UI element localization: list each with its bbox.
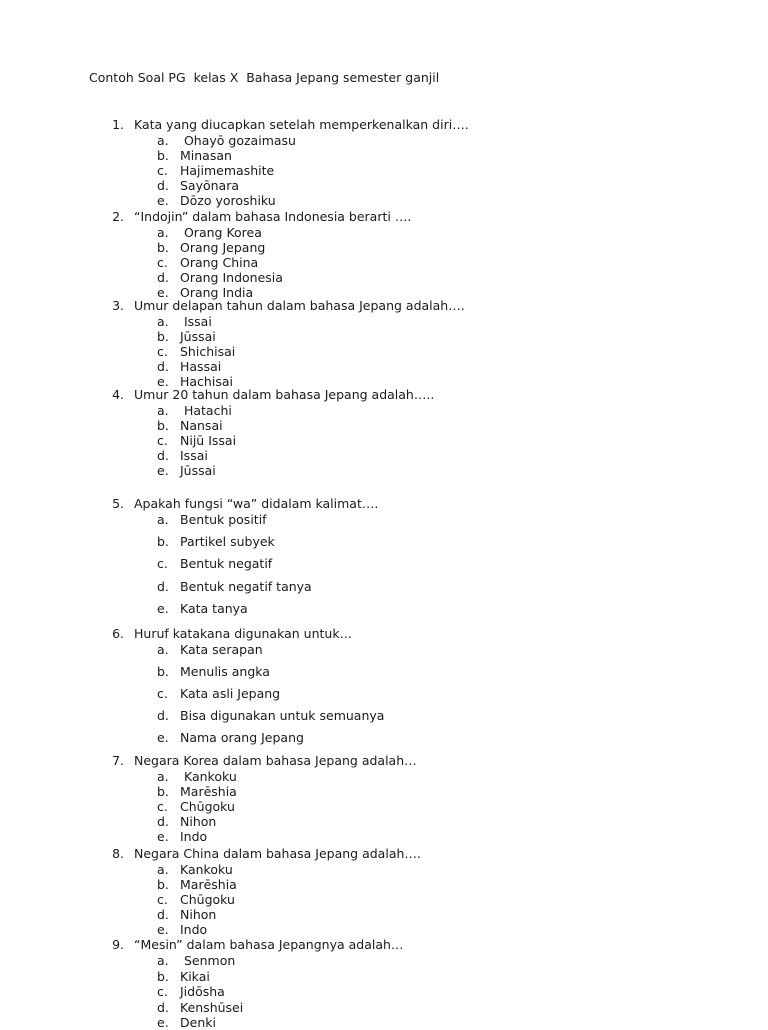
option-letter: c. — [157, 556, 168, 572]
option-text: Kenshūsei — [180, 999, 244, 1015]
question-number: 8. — [112, 846, 124, 861]
option-letter: c. — [157, 892, 168, 907]
option-text: Kikai — [180, 968, 210, 984]
option-text: Menulis angka — [180, 664, 270, 679]
option-text: Orang India — [180, 285, 254, 300]
option-letter: a. — [157, 862, 169, 877]
option-text: Issai — [180, 314, 212, 329]
option-letter: d. — [157, 178, 169, 193]
option-letter: a. — [157, 642, 169, 657]
question-text: Kata yang diucapkan setelah memperkenalkan diri…. — [134, 117, 469, 132]
option-letter: b. — [157, 329, 169, 344]
option-text: Kankoku — [180, 769, 237, 784]
option-text: Kata serapan — [180, 642, 263, 657]
option-letter: c. — [157, 163, 168, 178]
option-letter: e. — [157, 600, 169, 616]
option-text: Hajimemashite — [180, 163, 275, 178]
question-number: 5. — [112, 496, 124, 511]
option-text: Nihon — [180, 814, 217, 829]
option-letter: b. — [157, 968, 169, 984]
option-letter: e. — [157, 922, 169, 937]
option-text: Orang China — [180, 255, 259, 270]
option-letter: a. — [157, 403, 169, 418]
option-text: Indo — [180, 829, 208, 844]
option-text: Minasan — [180, 148, 232, 163]
option-text: Hatachi — [180, 403, 232, 418]
option-letter: e. — [157, 1015, 169, 1030]
option-letter: d. — [157, 578, 169, 594]
question-text: Negara China dalam bahasa Jepang adalah…. — [134, 846, 421, 861]
option-text: Shichisai — [180, 344, 236, 359]
option-text: Kata tanya — [180, 600, 248, 616]
option-letter: c. — [157, 984, 168, 999]
question-text: Negara Korea dalam bahasa Jepang adalah… — [134, 753, 417, 768]
option-letter: a. — [157, 314, 169, 329]
question-number: 4. — [112, 387, 124, 402]
option-text: Nihon — [180, 907, 217, 922]
option-letter: b. — [157, 148, 169, 163]
question-number: 7. — [112, 753, 124, 768]
option-letter: b. — [157, 534, 169, 550]
option-text: Bentuk negatif tanya — [180, 578, 312, 594]
option-text: Orang Indonesia — [180, 270, 283, 285]
option-text: Hassai — [180, 359, 222, 374]
option-text: Bentuk positif — [180, 512, 267, 527]
option-letter: d. — [157, 708, 169, 723]
option-letter: e. — [157, 193, 169, 208]
document-title: Contoh Soal PG kelas X Bahasa Jepang semester ganjil — [89, 70, 440, 85]
option-letter: d. — [157, 814, 169, 829]
option-letter: d. — [157, 448, 169, 463]
option-text: Dōzo yoroshiku — [180, 193, 276, 208]
option-letter: a. — [157, 512, 169, 527]
option-text: Sayōnara — [180, 178, 240, 193]
option-letter: c. — [157, 433, 168, 448]
option-letter: b. — [157, 240, 169, 255]
question-text: “Mesin” dalam bahasa Jepangnya adalah… — [134, 937, 404, 952]
option-text: Nijū Issai — [180, 433, 237, 448]
option-text: Nama orang Jepang — [180, 730, 304, 745]
option-text: Jūssai — [180, 329, 216, 344]
option-letter: e. — [157, 285, 169, 300]
option-letter: d. — [157, 270, 169, 285]
option-text: Senmon — [180, 953, 236, 968]
option-letter: a. — [157, 953, 169, 968]
question-text: Umur 20 tahun dalam bahasa Jepang adalah….. — [134, 387, 435, 402]
question-number: 6. — [112, 626, 124, 641]
question-number: 1. — [112, 117, 124, 132]
question-text: “Indojin” dalam bahasa Indonesia berarti …. — [134, 209, 412, 224]
option-letter: e. — [157, 730, 169, 745]
option-text: Jūssai — [180, 463, 216, 478]
option-letter: a. — [157, 225, 169, 240]
option-text: Bentuk negatif — [180, 556, 273, 572]
option-text: Orang Korea — [180, 225, 262, 240]
option-letter: e. — [157, 829, 169, 844]
option-letter: b. — [157, 418, 169, 433]
option-letter: b. — [157, 784, 169, 799]
option-text: Kankoku — [180, 862, 233, 877]
option-text: Partikel subyek — [180, 534, 275, 550]
option-text: Issai — [180, 448, 208, 463]
option-letter: c. — [157, 799, 168, 814]
option-letter: d. — [157, 999, 169, 1015]
option-letter: d. — [157, 907, 169, 922]
option-text: Indo — [180, 922, 208, 937]
question-text: Huruf katakana digunakan untuk… — [134, 626, 353, 641]
option-letter: d. — [157, 359, 169, 374]
option-text: Chūgoku — [180, 799, 235, 814]
option-letter: c. — [157, 686, 168, 701]
option-text: Marēshia — [180, 784, 237, 799]
option-letter: c. — [157, 344, 168, 359]
question-number: 9. — [112, 937, 124, 952]
option-letter: e. — [157, 374, 169, 389]
option-text: Ohayō gozaimasu — [180, 133, 296, 148]
question-text: Umur delapan tahun dalam bahasa Jepang adalah…. — [134, 298, 465, 313]
option-text: Kata asli Jepang — [180, 686, 281, 701]
option-text: Jidōsha — [180, 984, 225, 999]
option-letter: a. — [157, 133, 169, 148]
option-text: Marēshia — [180, 877, 237, 892]
option-text: Denki — [180, 1015, 216, 1030]
option-text: Nansai — [180, 418, 223, 433]
option-text: Hachisai — [180, 374, 233, 389]
option-text: Orang Jepang — [180, 240, 266, 255]
option-letter: c. — [157, 255, 168, 270]
question-number: 3. — [112, 298, 124, 313]
option-letter: a. — [157, 769, 169, 784]
question-number: 2. — [112, 209, 124, 224]
option-letter: b. — [157, 664, 169, 679]
question-text: Apakah fungsi “wa” didalam kalimat…. — [134, 496, 379, 511]
option-letter: b. — [157, 877, 169, 892]
option-letter: e. — [157, 463, 169, 478]
option-text: Bisa digunakan untuk semuanya — [180, 708, 385, 723]
option-text: Chūgoku — [180, 892, 235, 907]
